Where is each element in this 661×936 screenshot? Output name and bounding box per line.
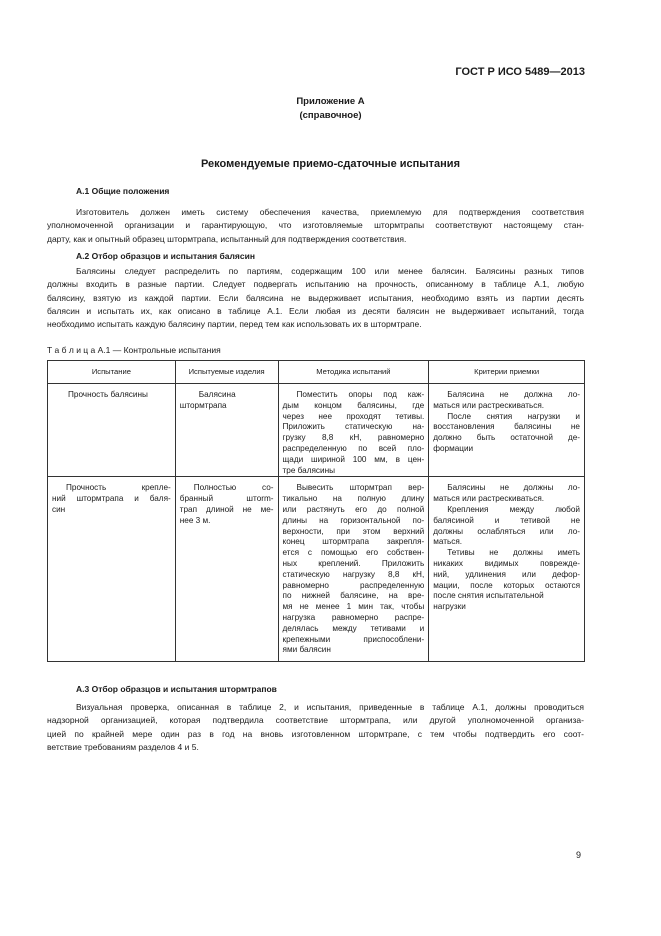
table-row bbox=[48, 384, 585, 477]
cell-line: через нее проходят тетивы. bbox=[282, 411, 425, 421]
header-items: Испытуемые изделия bbox=[175, 361, 278, 384]
cell-line: или растянуть его до полной bbox=[282, 504, 425, 514]
cell-line: маться. bbox=[433, 537, 463, 547]
cell-line: балясиной и тетивой не bbox=[433, 515, 580, 525]
cell-line: Тетивы не должны иметь bbox=[447, 548, 580, 558]
cell-line: Поместить опоры под каж- bbox=[296, 390, 425, 399]
cell-items bbox=[175, 384, 278, 477]
cell-line: Крепления между любой bbox=[447, 504, 580, 514]
cell-line: маться или растрескиваться. bbox=[433, 494, 545, 504]
cell-line: грузку 8,8 кН, равномерно bbox=[282, 433, 425, 443]
cell-line: никаких видимых поврежде- bbox=[433, 558, 580, 568]
document-code: ГОСТ Р ИСО 5489—2013 bbox=[455, 66, 585, 78]
cell-test bbox=[48, 384, 176, 477]
cell-line: штормтрапа bbox=[179, 400, 227, 410]
cell-line: Приложить статическую на- bbox=[282, 422, 425, 432]
cell-line: верхности, при этом верхний bbox=[282, 526, 425, 536]
cell-line: Балясина bbox=[198, 390, 236, 399]
cell-line: ями балясин bbox=[282, 645, 331, 655]
text-line: Визуальная проверка, описанная в таблице 2, и испытания, приведенные в таблице А.1, должны проводиться bbox=[76, 702, 584, 712]
text-line: уполномоченной организации и гарантирующую, что изготовляемые штормтрапы соответствуют настоящему стан- bbox=[47, 220, 584, 231]
cell-criteria bbox=[429, 477, 585, 662]
text-line: ветствие требованиям разделов 4 и 5. bbox=[47, 741, 199, 752]
section-a2-text bbox=[47, 265, 584, 331]
cell-line: мя не менее 1 мин так, чтобы bbox=[282, 602, 425, 612]
cell-line: после снятия испытательной bbox=[433, 591, 544, 601]
cell-line: мации, после которых остаются bbox=[433, 580, 580, 590]
cell-line: крепежными приспособлени- bbox=[282, 634, 425, 644]
section-a3-heading: А.3 Отбор образцов и испытания штормтрапов bbox=[76, 684, 277, 694]
cell-line: ных креплений. Приложить bbox=[282, 558, 425, 568]
cell-line: нагрузки bbox=[433, 602, 466, 612]
cell-line: распределенную по всей пло- bbox=[282, 443, 425, 453]
table-caption: Т а б л и ц а А.1 — Контрольные испытания bbox=[47, 345, 221, 355]
cell-line: равномерно распределенную bbox=[282, 580, 425, 590]
cell-line: трап длиной не ме- bbox=[179, 504, 274, 514]
text-line: балясину, взятую из каждой партии. Если балясина не выдерживает испытания, необходимо взять из партии десять bbox=[47, 292, 584, 303]
appendix-title: Приложение А bbox=[296, 96, 365, 107]
cell-line: Вывесить штормтрап вер- bbox=[296, 483, 425, 493]
cell-line: должны ослабляться или ло- bbox=[433, 526, 580, 536]
cell-line: ний штормтрапа и баля- bbox=[52, 494, 171, 504]
cell-criteria bbox=[429, 384, 585, 477]
cell-line: щади шириной 100 мм, в цен- bbox=[282, 454, 425, 464]
cell-method bbox=[278, 384, 429, 477]
appendix-subtitle: (справочное) bbox=[299, 110, 362, 121]
cell-line: тикально на полную длину bbox=[282, 494, 425, 504]
cell-line: восстановления балясины не bbox=[433, 422, 580, 432]
cell-line: маться или растрескиваться. bbox=[433, 400, 545, 410]
text-line: надзорной организацией, которая подтвердила соответствие штормтрапа, или другой уполномоченной организа- bbox=[47, 715, 584, 726]
section-a1-heading: А.1 Общие положения bbox=[76, 186, 170, 196]
cell-line: статическую нагрузку 8,8 кН, bbox=[282, 569, 425, 579]
section-a2-heading: А.2 Отбор образцов и испытания балясин bbox=[76, 251, 255, 261]
text-line: цией по крайней мере один раз в год на вновь изготовленном штормтрапе, с тем чтобы подтвердить его соот- bbox=[47, 728, 584, 739]
cell-line: Прочность балясины bbox=[68, 390, 148, 399]
section-a3-text bbox=[47, 701, 584, 754]
header-test: Испытание bbox=[48, 361, 176, 384]
text-line: должны входить в разные партии. Следует подвергать испытанию на прочность, описанному в таблице А.1, любую bbox=[47, 279, 584, 290]
text-line: необходимо испытать каждую балясину партии, перед тем как использовать их в штормтрапе. bbox=[47, 319, 422, 330]
cell-line: После снятия нагрузки и bbox=[447, 411, 580, 421]
cell-line: Полностью со- bbox=[193, 483, 274, 493]
cell-items bbox=[175, 477, 278, 662]
cell-line: по нижней балясине, на вре- bbox=[282, 591, 425, 601]
cell-line: дым концом балясины, где bbox=[282, 400, 425, 410]
cell-line: Балясины не должны ло- bbox=[447, 483, 580, 493]
cell-line: нагрузка равномерно распре- bbox=[282, 612, 425, 622]
text-line: балясин и испытать их, как описано в таблице А.1. Если любая из десяти балясин не выдерживает испытаний, тогда bbox=[47, 305, 584, 316]
cell-line: нее 3 м. bbox=[179, 515, 211, 525]
page-number: 9 bbox=[575, 850, 581, 860]
header-method: Методика испытаний bbox=[278, 361, 429, 384]
text-line: дарту, как и опытный образец штормтрапа, испытанный для подтверждения соответствия. bbox=[47, 233, 407, 244]
cell-line: ний, удлинения или дефор- bbox=[433, 569, 580, 579]
section-a1-text bbox=[47, 206, 584, 246]
cell-line: Балясина не должна ло- bbox=[447, 390, 580, 399]
main-title: Рекомендуемые приемо-сдаточные испытания bbox=[200, 158, 460, 170]
control-tests-table bbox=[47, 360, 585, 662]
cell-test bbox=[48, 477, 176, 662]
cell-line: длины на горизонтальной по- bbox=[282, 515, 425, 525]
header-criteria: Критерии приемки bbox=[429, 361, 585, 384]
cell-line: ется с помощью его собствен- bbox=[282, 548, 425, 558]
cell-line: делялась между тетивами и bbox=[282, 623, 425, 633]
table-header-row bbox=[48, 361, 585, 384]
cell-line: син bbox=[52, 504, 66, 514]
cell-method bbox=[278, 477, 429, 662]
cell-line: Прочность крепле- bbox=[66, 483, 171, 493]
cell-line: бранный штorm- bbox=[179, 494, 274, 504]
cell-line: конец штормтрапа закрепля- bbox=[282, 537, 425, 547]
cell-line: формации bbox=[433, 443, 474, 453]
table-row bbox=[48, 477, 585, 662]
cell-line: тре балясины bbox=[282, 465, 336, 475]
text-line: Изготовитель должен иметь систему обеспечения качества, приемлемую для подтверждения соответствия bbox=[76, 207, 584, 217]
text-line: Балясины следует распределить по партиям, содержащим 100 или менее балясин. Балясины разных типов bbox=[76, 266, 584, 276]
cell-line: должно быть остаточной де- bbox=[433, 433, 580, 443]
